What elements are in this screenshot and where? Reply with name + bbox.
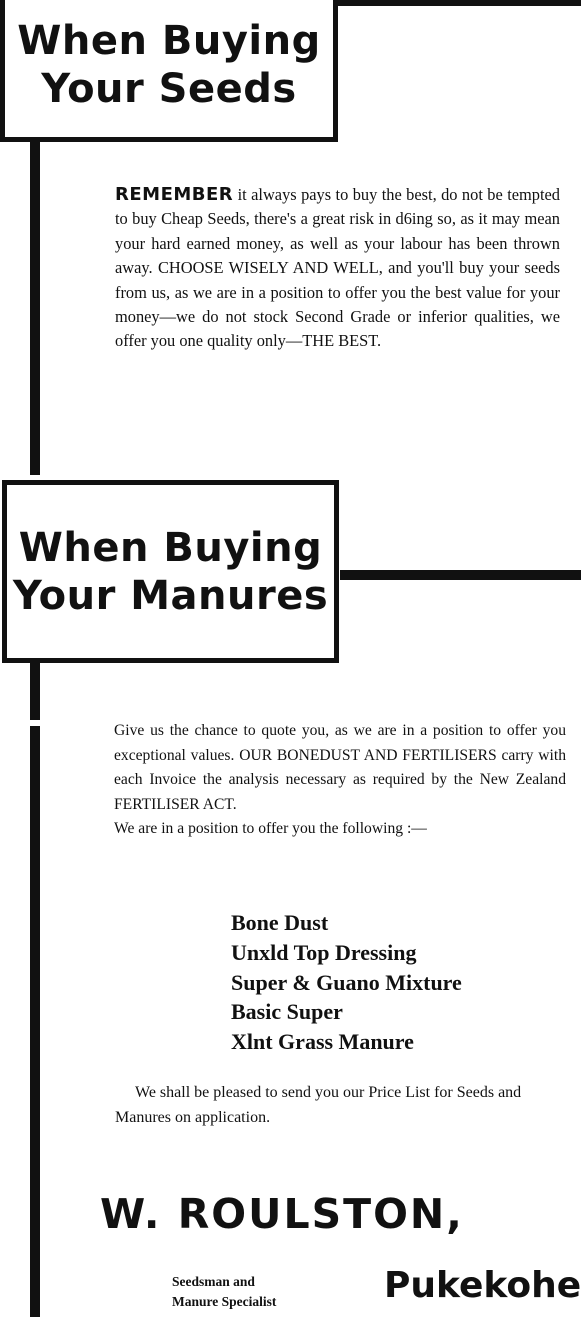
company-title [172,1272,276,1312]
company-title-line-1: Seedsman and [172,1274,255,1289]
list-item: Super & Guano Mixture [231,969,462,995]
seeds-paragraph [115,183,560,354]
seeds-left-rule [30,142,40,475]
seeds-heading-box [0,0,338,142]
manures-body: Give us the chance to quote you, as we are in a position to offer you exceptional values. OUR BONEDUST AND FERTILISERS carry with each Invoice the analysis necessary as required by the New Zealand FERTILISER ACT. [114,722,566,813]
manures-left-rule-lower [30,726,40,1317]
list-item: Xlnt Grass Manure [231,1029,414,1055]
closing-paragraph: We shall be pleased to send you our Price List for Seeds and Manures on application. [115,1084,522,1126]
company-title-line-2: Manure Specialist [172,1294,277,1309]
seeds-heading-line-1: When Buying [17,17,321,64]
manures-heading-box [2,480,339,663]
company-town: Pukekohe [384,1265,581,1306]
manures-heading-line-1: When Buying [18,524,323,571]
company-name: W. ROULSTON, [100,1190,464,1238]
list-item: Basic Super [231,999,343,1025]
manures-left-rule-upper [30,663,40,720]
manures-heading-line-2: Your Manures [12,572,329,619]
manure-products-list [231,908,462,1057]
manures-right-rule [340,570,581,580]
manures-offer-line: We are in a position to offer you the following :— [114,820,427,838]
remember-lead: REMEMBER [115,184,234,205]
seeds-body: it always pays to buy the best, do not be tempted to buy Cheap Seeds, there's a great risk in d6ing so, as it may mean your hard earned money, as well as your labour has been thrown away. CHOOSE WISELY AND WELL, and you'll buy your seeds from us, as we are in a position to offer you the best value for your money—we do not stock Second Grade or inferior qualities, we offer you one quality only—THE BEST. [115,185,560,351]
manures-paragraph [114,719,566,842]
list-item: Bone Dust [231,910,329,935]
seeds-heading-line-2: Your Seeds [41,65,297,112]
top-rule [338,0,581,6]
list-item: Unxld Top Dressing [231,939,417,965]
